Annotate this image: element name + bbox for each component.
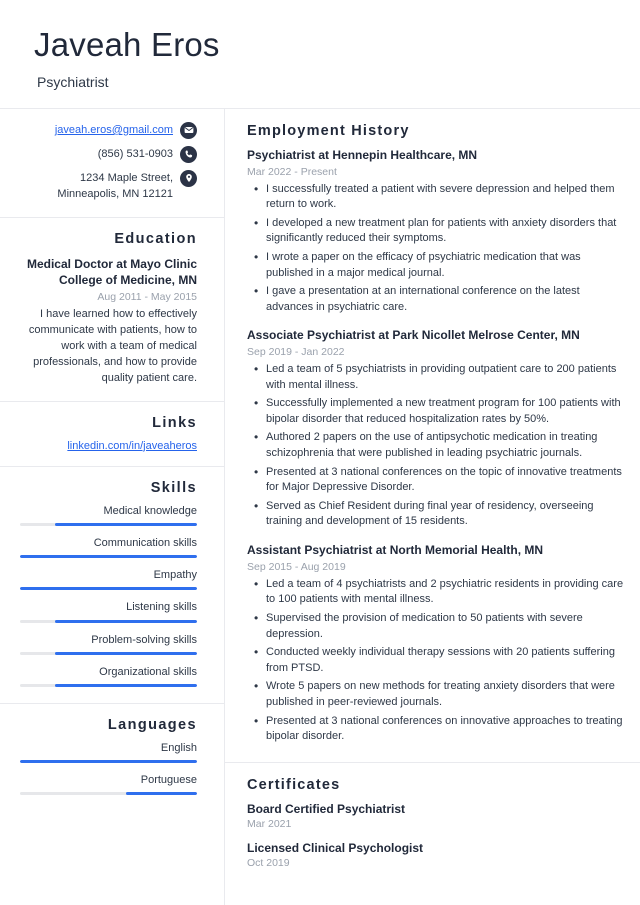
certificate-date: Oct 2019 (247, 856, 290, 869)
jobs-list (247, 148, 624, 745)
employment-bullet: • Authored 2 papers on the use of antipsychotic medication in treating schizophrenia that were published in leading psychiatric journals. (266, 430, 624, 461)
employment-bullet: • Served as Chief Resident during final year of residency, overseeing training and development of 15 residents. (266, 499, 624, 530)
rating-bar-track (20, 760, 197, 763)
education-list (20, 256, 197, 387)
envelope-icon (180, 122, 197, 139)
contact-row (20, 170, 197, 203)
skills-section (0, 467, 224, 704)
employment-entry (247, 543, 624, 745)
employment-bullet: • Successfully implemented a new treatment program for 100 patients with bipolar disorder that reduced hospitalization rates by 50%. (266, 396, 624, 427)
rating-bar-label: English (160, 742, 197, 754)
employment-bullet-list (247, 577, 624, 745)
education-date: Aug 2011 - May 2015 (97, 291, 197, 304)
resume-header (0, 0, 640, 109)
employment-bullet: • Supervised the provision of medication to 50 patients with severe depression. (266, 611, 624, 642)
employment-heading: Psychiatrist at Hennepin Healthcare, MN (247, 147, 478, 162)
main-column (225, 109, 640, 905)
links-title: Links (152, 414, 197, 431)
certificate-date: Mar 2021 (247, 817, 292, 830)
rating-bar-item (20, 634, 197, 655)
rating-bar-fill (20, 587, 197, 590)
contact-row[interactable] (20, 122, 197, 139)
rating-bar-label: Problem-solving skills (91, 633, 197, 646)
rating-bar-label: Portuguese (140, 774, 197, 787)
employment-bullet: • Led a team of 4 psychiatrists and 2 psychiatric residents in providing care to 100 patients with mental illness. (266, 577, 624, 608)
certificate-name: Board Certified Psychiatrist (247, 801, 406, 816)
rating-bar-item (20, 742, 197, 763)
education-entry (20, 256, 197, 387)
employment-date: Sep 2019 - Jan 2022 (247, 346, 345, 358)
rating-bar-label: Communication skills (93, 537, 197, 550)
contact-list (20, 122, 197, 203)
location-pin-icon (180, 170, 197, 187)
rating-bar-track (20, 620, 197, 623)
rating-bar-track (20, 792, 197, 795)
rating-bar-track (20, 523, 197, 526)
rating-bar-fill (55, 652, 197, 655)
employment-bullet: • Wrote 5 papers on new methods for treating anxiety disorders that were published in peer-reviewed journals. (266, 679, 624, 710)
contact-text[interactable]: javeah.eros@gmail.com (54, 123, 173, 136)
rating-bar-fill (55, 684, 197, 687)
employment-title: Employment History (247, 122, 410, 139)
rating-bar-item (20, 601, 197, 622)
full-name: Javeah Eros (34, 26, 220, 63)
certificates-title: Certificates (247, 776, 341, 793)
employment-entry (247, 328, 624, 530)
resume-body (0, 109, 640, 905)
employment-bullet: • I successfully treated a patient with severe depression and helped them return to work. (266, 182, 624, 213)
certificate-entry (247, 841, 624, 869)
employment-bullet-list (247, 362, 624, 530)
education-description: I have learned how to effectively communicate with patients, how to work with a team of medical professionals, and how to provide quality patient care. (28, 308, 197, 384)
rating-bar-label: Listening skills (126, 601, 197, 614)
link-item[interactable]: linkedin.com/in/javeaheros (67, 439, 197, 452)
employment-bullet: • I developed a new treatment plan for patients with anxiety disorders that significantly reduced their symptoms. (266, 216, 624, 247)
contact-text: 1234 Maple Street, Minneapolis, MN 12121 (57, 171, 173, 200)
employment-bullet: • Led a team of 5 psychiatrists in providing outpatient care to 200 patients with mental illness. (266, 362, 624, 393)
rating-bar-label: Medical knowledge (103, 504, 197, 517)
rating-bar-track (20, 652, 197, 655)
rating-bar-fill (55, 523, 197, 526)
employment-bullet: • Presented at 3 national conferences on the topic of innovative treatments for Major Depressive Disorder. (266, 465, 624, 496)
rating-bar-item (20, 505, 197, 526)
employment-date: Mar 2022 - Present (247, 165, 337, 178)
education-title: Education (114, 230, 197, 247)
rating-bar-track (20, 587, 197, 590)
employment-bullet: • Presented at 3 national conferences on innovative approaches to treating bipolar disorder. (266, 714, 624, 745)
links-section (0, 402, 224, 467)
skills-list (20, 505, 197, 687)
education-section (0, 218, 224, 402)
languages-list (20, 742, 197, 795)
employment-heading: Assistant Psychiatrist at North Memorial Health, MN (247, 543, 544, 558)
rating-bar-fill (126, 792, 197, 795)
rating-bar-item (20, 774, 197, 795)
rating-bar-fill (55, 620, 197, 623)
certificates-list (247, 802, 624, 869)
employment-entry (247, 148, 624, 315)
links-list (20, 440, 197, 452)
certificate-name: Licensed Clinical Psychologist (247, 840, 424, 855)
employment-heading: Associate Psychiatrist at Park Nicollet Melrose Center, MN (247, 328, 580, 343)
rating-bar-label: Organizational skills (99, 665, 197, 678)
employment-bullet-list (247, 182, 624, 316)
rating-bar-item (20, 569, 197, 590)
sidebar-column (0, 109, 225, 905)
rating-bar-fill (20, 760, 197, 763)
contact-row (20, 146, 197, 163)
contact-section (0, 109, 224, 218)
rating-bar-item (20, 537, 197, 558)
job-title: Psychiatrist (37, 73, 109, 90)
education-degree: Medical Doctor at Mayo Clinic College of Medicine, MN (26, 256, 197, 287)
rating-bar-track (20, 684, 197, 687)
contact-text: (856) 531-0903 (97, 147, 173, 160)
certificate-entry (247, 802, 624, 830)
employment-bullet: • I gave a presentation at an international conference on the latest advances in psychiatric care. (266, 284, 624, 315)
languages-section (0, 704, 224, 811)
certificates-section (225, 763, 640, 883)
employment-bullet: • Conducted weekly individual therapy sessions with 20 patients suffering from PTSD. (266, 645, 624, 676)
rating-bar-fill (20, 555, 197, 558)
languages-title: Languages (107, 717, 197, 733)
skills-title: Skills (150, 479, 197, 496)
rating-bar-track (20, 555, 197, 558)
employment-section (225, 109, 640, 763)
phone-icon (180, 146, 197, 163)
rating-bar-item (20, 666, 197, 687)
employment-bullet: • I wrote a paper on the efficacy of psychiatric medication that was published in a major medical journal. (266, 250, 624, 281)
rating-bar-label: Empathy (153, 569, 197, 582)
employment-date: Sep 2015 - Aug 2019 (247, 560, 346, 573)
